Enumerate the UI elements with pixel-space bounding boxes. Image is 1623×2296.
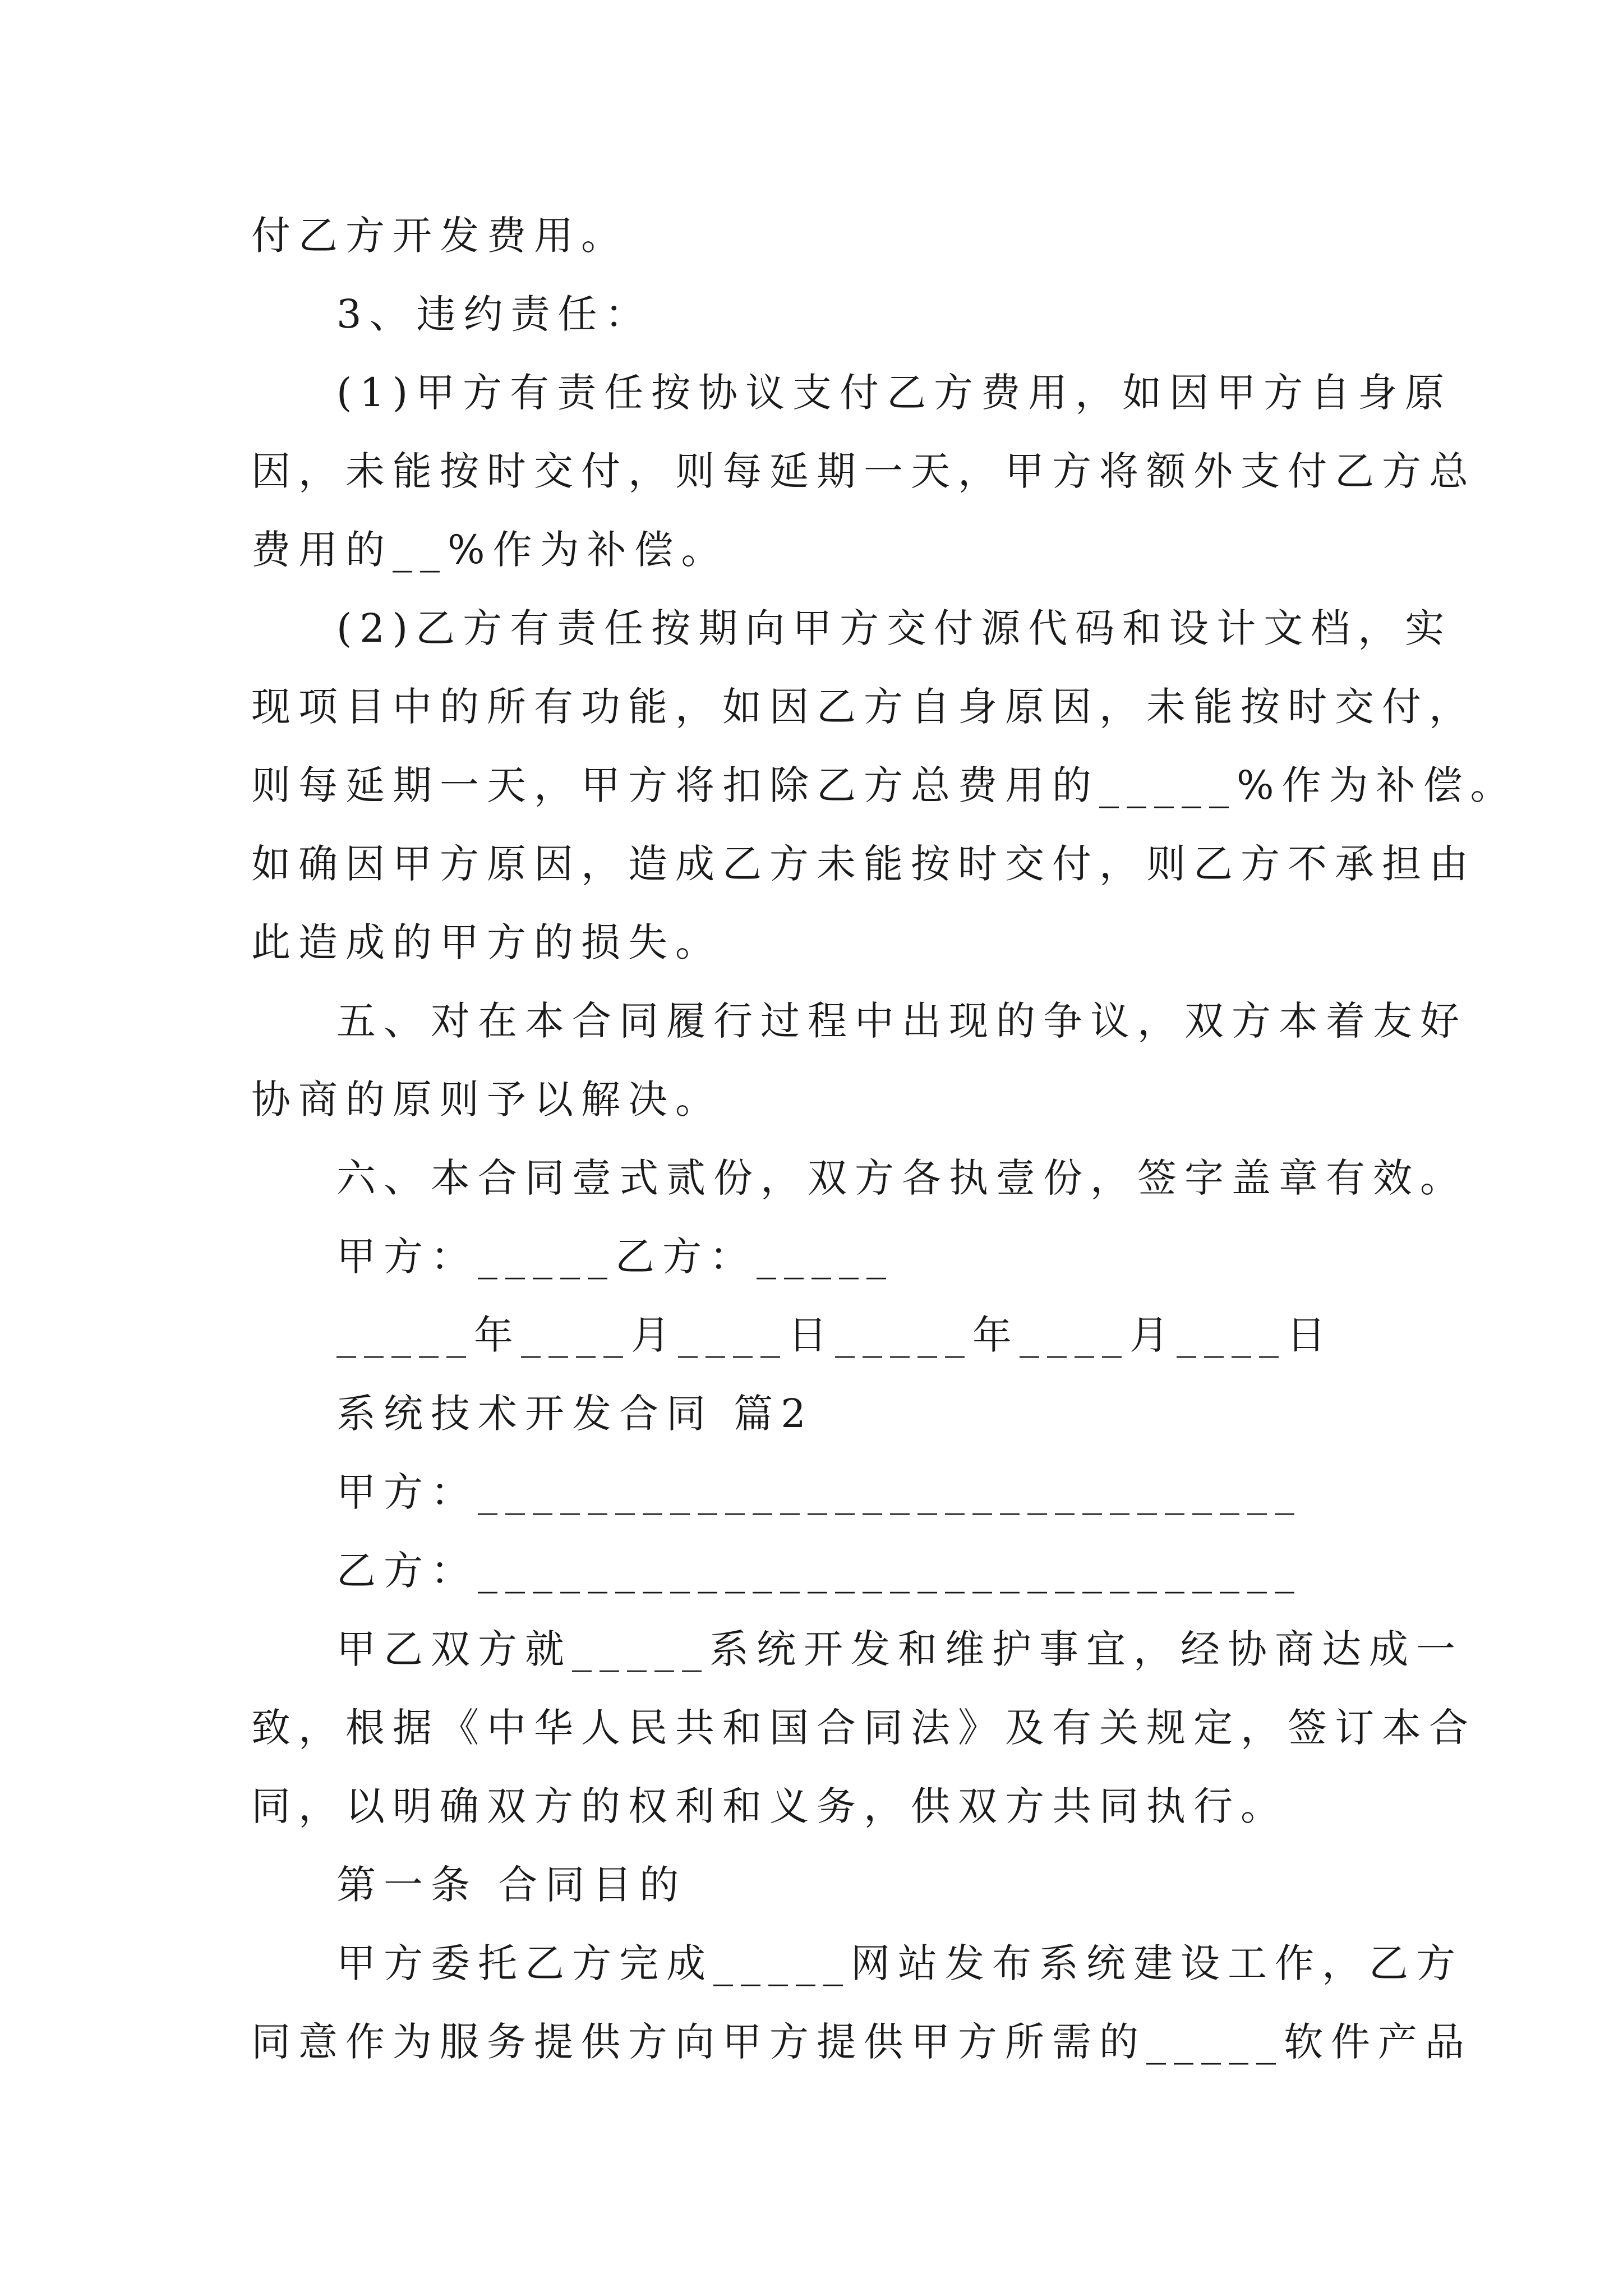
party-a-line: 甲方：______________________________ [336,1469,1302,1515]
text-line: (2)乙方有责任按期向甲方交付源代码和设计文档，实 [336,605,1453,651]
text-line: 此造成的甲方的损失。 [251,919,722,965]
text-line: 五、对在本合同履行过程中出现的争议，双方本着友好 [336,998,1467,1044]
text-line: 则每延期一天，甲方将扣除乙方总费用的_____%作为补偿。 [251,762,1518,808]
text-line: 现项目中的所有功能，如因乙方自身原因，未能按时交付， [251,684,1476,730]
text-line: 协商的原则予以解决。 [251,1076,722,1122]
signature-line: 甲方：_____乙方：_____ [336,1234,894,1280]
text-line: 六、本合同壹式贰份，双方各执壹份，签字盖章有效。 [336,1155,1467,1201]
text-line: 因，未能按时交付，则每延期一天，甲方将额外支付乙方总 [251,448,1476,494]
text-line: 如确因甲方原因，造成乙方未能按时交付，则乙方不承担由 [251,841,1476,887]
text-line: 致，根据《中华人民共和国合同法》及有关规定，签订本合 [251,1705,1476,1751]
article-heading: 第一条 合同目的 [336,1862,687,1908]
text-line: 甲乙双方就_____系统开发和维护事宜，经协商达成一 [336,1626,1463,1672]
text-line: 同，以明确双方的权利和义务，供双方共同执行。 [251,1783,1288,1829]
text-line: 费用的__%作为补偿。 [251,527,728,573]
section-heading: 3、违约责任： [336,291,652,337]
party-b-line: 乙方：______________________________ [336,1548,1302,1594]
text-line: 甲方委托乙方完成_____网站发布系统建设工作，乙方 [336,1940,1463,1986]
date-line: _____年____月____日_____年____月____日 [336,1312,1334,1358]
text-line: 同意作为服务提供方向甲方提供甲方所需的_____软件产品 [251,2019,1472,2065]
text-line: (1)甲方有责任按协议支付乙方费用，如因甲方自身原 [336,370,1453,416]
section-title: 系统技术开发合同 篇2 [336,1391,814,1437]
text-line: 付乙方开发费用。 [251,213,628,259]
